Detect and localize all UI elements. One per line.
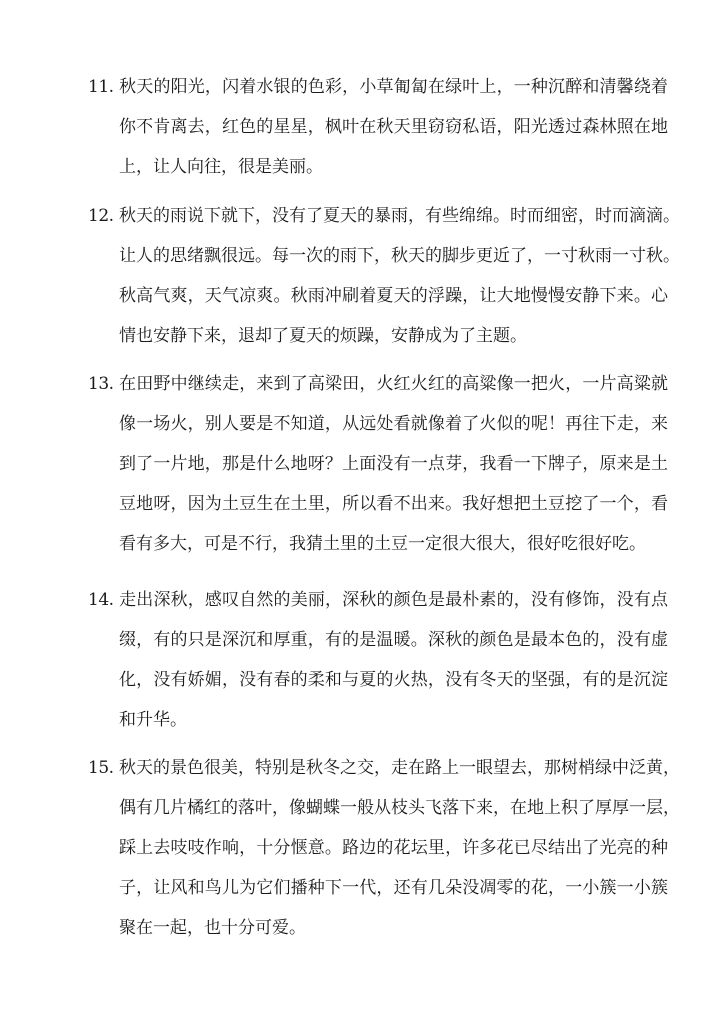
paragraph-14 xyxy=(88,580,668,740)
paragraph-text: 走出深秋，感叹自然的美丽，深秋的颜色是最朴素的，没有修饰，没有点 xyxy=(119,590,668,610)
paragraph-text: 秋天的阳光，闪着水银的色彩，小草匍匐在绿叶上，一种沉醉和清馨绕着 xyxy=(119,77,668,97)
paragraph-text: 秋天的景色很美，特别是秋冬之交，走在路上一眼望去，那树梢绿中泛黄， xyxy=(119,758,680,778)
paragraph-line: 看有多大，可是不行，我猜土里的土豆一定很大很大，很好吃很好吃。 xyxy=(119,534,646,554)
paragraph-line xyxy=(88,196,680,236)
paragraph-line xyxy=(88,67,668,107)
paragraph-line: 到了一片地，那是什么地呀？上面没有一点芽，我看一下牌子，原来是土 xyxy=(119,454,668,474)
paragraph-line: 偶有几片橘红的落叶，像蝴蝶一般从枝头飞落下来，在地上积了厚厚一层， xyxy=(119,798,680,818)
paragraph-line: 子，让风和鸟儿为它们播种下一代，还有几朵没凋零的花，一小簇一小簇 xyxy=(119,878,668,898)
paragraph-line: 情也安静下来，退却了夏天的烦躁，安静成为了主题。 xyxy=(119,326,527,346)
paragraph-line xyxy=(88,364,668,404)
paragraph-text: 在田野中继续走，来到了高梁田，火红火红的高粱像一把火，一片高粱就 xyxy=(119,374,668,394)
paragraph-text: 秋天的雨说下就下，没有了夏天的暴雨，有些绵绵。时而细密，时而滴滴。 xyxy=(119,206,680,226)
paragraph-13 xyxy=(88,364,668,564)
paragraph-line: 缀，有的只是深沉和厚重，有的是温暖。深秋的颜色是最本色的，没有虚 xyxy=(119,630,668,650)
paragraph-line: 秋高气爽，天气凉爽。秋雨冲刷着夏天的浮躁，让大地慢慢安静下来。心 xyxy=(119,286,668,306)
paragraph-line: 聚在一起，也十分可爱。 xyxy=(119,918,306,938)
paragraph-line: 和升华。 xyxy=(119,710,187,730)
paragraph-12 xyxy=(88,196,680,356)
paragraph-line: 化，没有娇媚，没有春的柔和与夏的火热，没有冬天的坚强，有的是沉淀 xyxy=(119,670,668,690)
paragraph-line xyxy=(88,748,680,788)
paragraph-line: 像一场火，别人要是不知道，从远处看就像着了火似的呢！再往下走，来 xyxy=(119,414,668,434)
paragraph-number: 11. xyxy=(88,77,114,97)
paragraph-line: 豆地呀，因为土豆生在土里，所以看不出来。我好想把土豆挖了一个，看 xyxy=(119,494,668,514)
paragraph-11 xyxy=(88,67,668,187)
paragraph-number: 15. xyxy=(88,758,114,778)
paragraph-line xyxy=(88,580,668,620)
paragraph-number: 12. xyxy=(88,206,114,226)
paragraph-line: 让人的思绪飘很远。每一次的雨下，秋天的脚步更近了，一寸秋雨一寸秋。 xyxy=(119,246,680,266)
paragraph-line: 踩上去吱吱作响，十分惬意。路边的花坛里，许多花已尽结出了光亮的种 xyxy=(119,838,668,858)
paragraph-15 xyxy=(88,748,680,948)
paragraph-line: 上，让人向往，很是美丽。 xyxy=(119,157,323,177)
paragraph-number: 14. xyxy=(88,590,114,610)
paragraph-number: 13. xyxy=(88,374,114,394)
paragraph-line: 你不肯离去，红色的星星，枫叶在秋天里窃窃私语，阳光透过森林照在地 xyxy=(119,117,668,137)
